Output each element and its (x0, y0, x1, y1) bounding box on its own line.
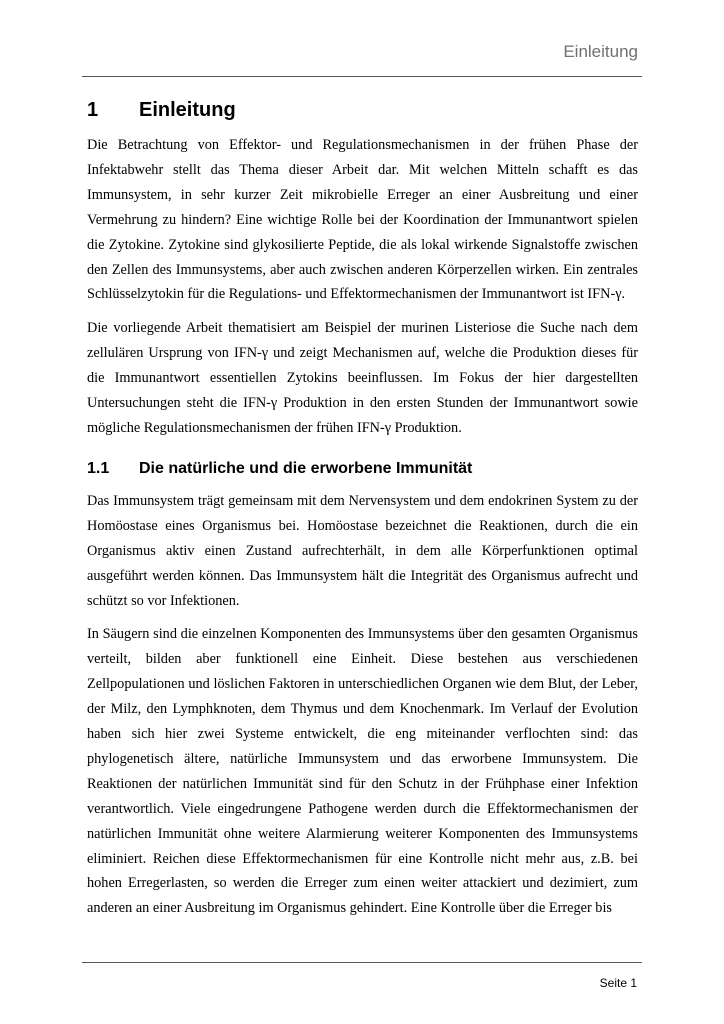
chapter-paragraph-1: Die Betrachtung von Effektor- und Regulationsmechanismen in der frühen Phase der Infektabwehr stellt das Thema dieser Arbeit dar. Mit welchen Mitteln schafft es das Immunsystem, in sehr kurzer Zeit mikrobielle Erreger an einer Ausbreitung und einer Vermehrung zu hindern? Eine wichtige Rolle bei der Koordination der Immunantwort spielen die Zytokine. Zytokine sind glykosilierte Peptide, die als lokal wirkende Signalstoffe zwischen den Zellen des Immunsystems, aber auch zwischen anderen Körperzellen wirken. Ein zentrales Schlüsselzytokin für die Regulations- und Effektormechanismen der Immunantwort ist IFN-γ. (87, 137, 638, 303)
footer-rule (82, 962, 642, 963)
section-number: 1.1 (87, 459, 110, 477)
section-paragraph-2: In Säugern sind die einzelnen Komponenten des Immunsystems über den gesamten Organismus verteilt, bilden aber funktionell eine Einheit. Diese bestehen aus verschiedenen Zellpopulationen und löslichen Faktoren in unterschiedlichen Organen wie dem Blut, der Leber, der Milz, den Lymphknoten, dem Thymus und dem Knochenmark. Im Verlauf der Evolution haben sich hier zwei Systeme entwickelt, die eng miteinander verflochten sind: das phylogenetisch ältere, natürliche Immunsystem und das erworbene Immunsystem. Die Reaktionen der natürlichen Immunität sind für den Schutz in der Frühphase einer Infektion verantwortlich. Viele eingedrungene Pathogene werden durch die Effektormechanismen der natürlichen Immunität ohne weitere Alarmierung weiterer Komponenten des Immunsystems eliminiert. Reichen diese Effektormechanismen für eine Kontrolle nicht mehr aus, z.B. bei hohen Erregerlasten, so werden die Erreger zum einen weiter attackiert und dezimiert, zum anderen an einer Ausbreitung im Organismus gehindert. Eine Kontrolle über die Erreger bis (87, 626, 638, 917)
header-rule (82, 76, 642, 77)
page-body (87, 96, 638, 930)
chapter-heading (87, 96, 638, 124)
section-title: Die natürliche und die erworbene Immunität (139, 459, 473, 477)
section-heading (87, 457, 638, 481)
running-header: Einleitung (563, 42, 638, 61)
chapter-title: Einleitung (139, 98, 236, 121)
chapter-paragraph-2: Die vorliegende Arbeit thematisiert am Beispiel der murinen Listeriose die Suche nach dem zellulären Ursprung von IFN-γ und zeigt Mechanismen auf, welche die Produktion dieses für die Immunantwort essentiellen Zytokins beeinflussen. Im Fokus der hier dargestellten Untersuchungen steht die IFN-γ Produktion in den ersten Stunden der Immunantwort sowie mögliche Regulationsmechanismen der frühen IFN-γ Produktion. (87, 320, 638, 436)
page-number: Seite 1 (599, 976, 637, 990)
section-paragraph-1: Das Immunsystem trägt gemeinsam mit dem Nervensystem und dem endokrinen System zu der Homöostase eines Organismus bei. Homöostase bezeichnet die Reaktionen, durch die ein Organismus aktiv einen Zustand aufrechterhält, in dem alle Körperfunktionen optimal ausgeführt werden können. Das Immunsystem hält die Integrität des Organismus aufrecht und schützt so vor Infektionen. (87, 492, 638, 609)
chapter-number: 1 (87, 98, 99, 121)
